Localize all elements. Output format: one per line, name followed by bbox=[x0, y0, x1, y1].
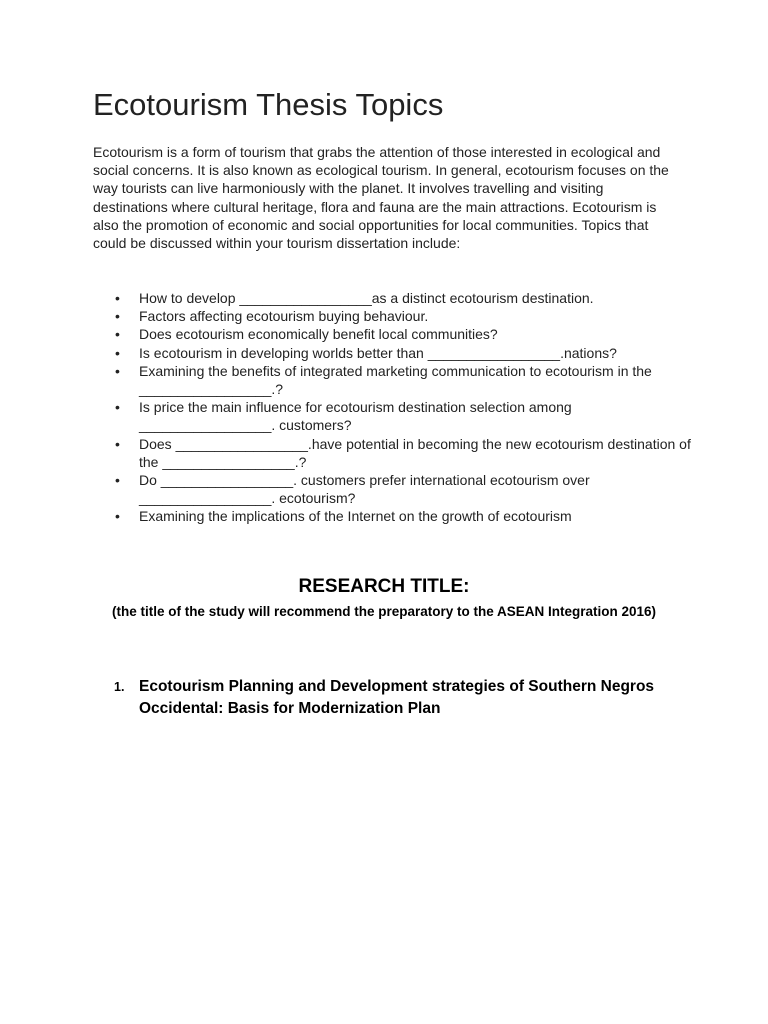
list-item-text: How to develop _________________as a distinct ecotourism destination. bbox=[139, 290, 594, 306]
list-item bbox=[93, 362, 693, 398]
list-item-text: Is ecotourism in developing worlds better than _________________.nations? bbox=[139, 344, 617, 361]
list-item-text: Does _________________.have potential in becoming the new ecotourism destination of the _________________.? bbox=[139, 435, 691, 470]
list-item-text: Factors affecting ecotourism buying behaviour. bbox=[139, 308, 429, 325]
list-item bbox=[93, 507, 693, 525]
bullet-icon: • bbox=[115, 344, 120, 361]
list-item bbox=[93, 676, 673, 719]
bullet-icon: • bbox=[115, 326, 120, 343]
list-item-text: Is price the main influence for ecotourism destination selection among _________________. customers? bbox=[139, 399, 572, 434]
intro-paragraph: Ecotourism is a form of tourism that grabs the attention of those interested in ecological and social concerns. It is also known as ecological tourism. In general, ecotourism focuses on the way tourists can live harmoniously with the planet. It involves travelling and visiting destinations where cultural heritage, flora and fauna are the main attractions. Ecotourism is also the promotion of economic and social opportunities for local communities. Topics that could be discussed within your tourism dissertation include: bbox=[93, 144, 669, 252]
research-title-heading: RESEARCH TITLE: bbox=[298, 576, 470, 597]
list-item-text: Examining the benefits of integrated marketing communication to ecotourism in the _________________.? bbox=[139, 362, 652, 398]
bullet-icon: • bbox=[115, 472, 120, 489]
list-item bbox=[93, 325, 693, 343]
list-item bbox=[93, 398, 693, 434]
list-item-text: Do _________________. customers prefer international ecotourism over _________________. ecotourism? bbox=[139, 472, 590, 507]
list-item-text: Does ecotourism economically benefit local communities? bbox=[139, 326, 498, 343]
list-item bbox=[93, 435, 693, 471]
list-item bbox=[93, 307, 693, 325]
list-item-text: Examining the implications of the Internet on the growth of ecotourism bbox=[139, 508, 572, 525]
list-item bbox=[93, 344, 693, 362]
research-titles-list bbox=[93, 676, 673, 719]
item-number: 1. bbox=[114, 680, 125, 694]
bullet-icon: • bbox=[115, 362, 120, 379]
page-title: Ecotourism Thesis Topics bbox=[93, 87, 444, 122]
bullet-icon: • bbox=[115, 290, 120, 306]
list-item bbox=[93, 289, 693, 307]
bullet-icon: • bbox=[115, 308, 120, 325]
research-title-subtitle: (the title of the study will recommend the preparatory to the ASEAN Integration 2016) bbox=[111, 604, 657, 619]
list-item bbox=[93, 471, 693, 507]
bullet-icon: • bbox=[115, 399, 120, 416]
bullet-icon: • bbox=[115, 435, 120, 452]
bullet-icon: • bbox=[115, 508, 120, 525]
research-title-text: Ecotourism Planning and Development strategies of Southern Negros Occidental: Basis for Modernization Plan bbox=[139, 678, 655, 717]
topics-list bbox=[93, 289, 693, 526]
